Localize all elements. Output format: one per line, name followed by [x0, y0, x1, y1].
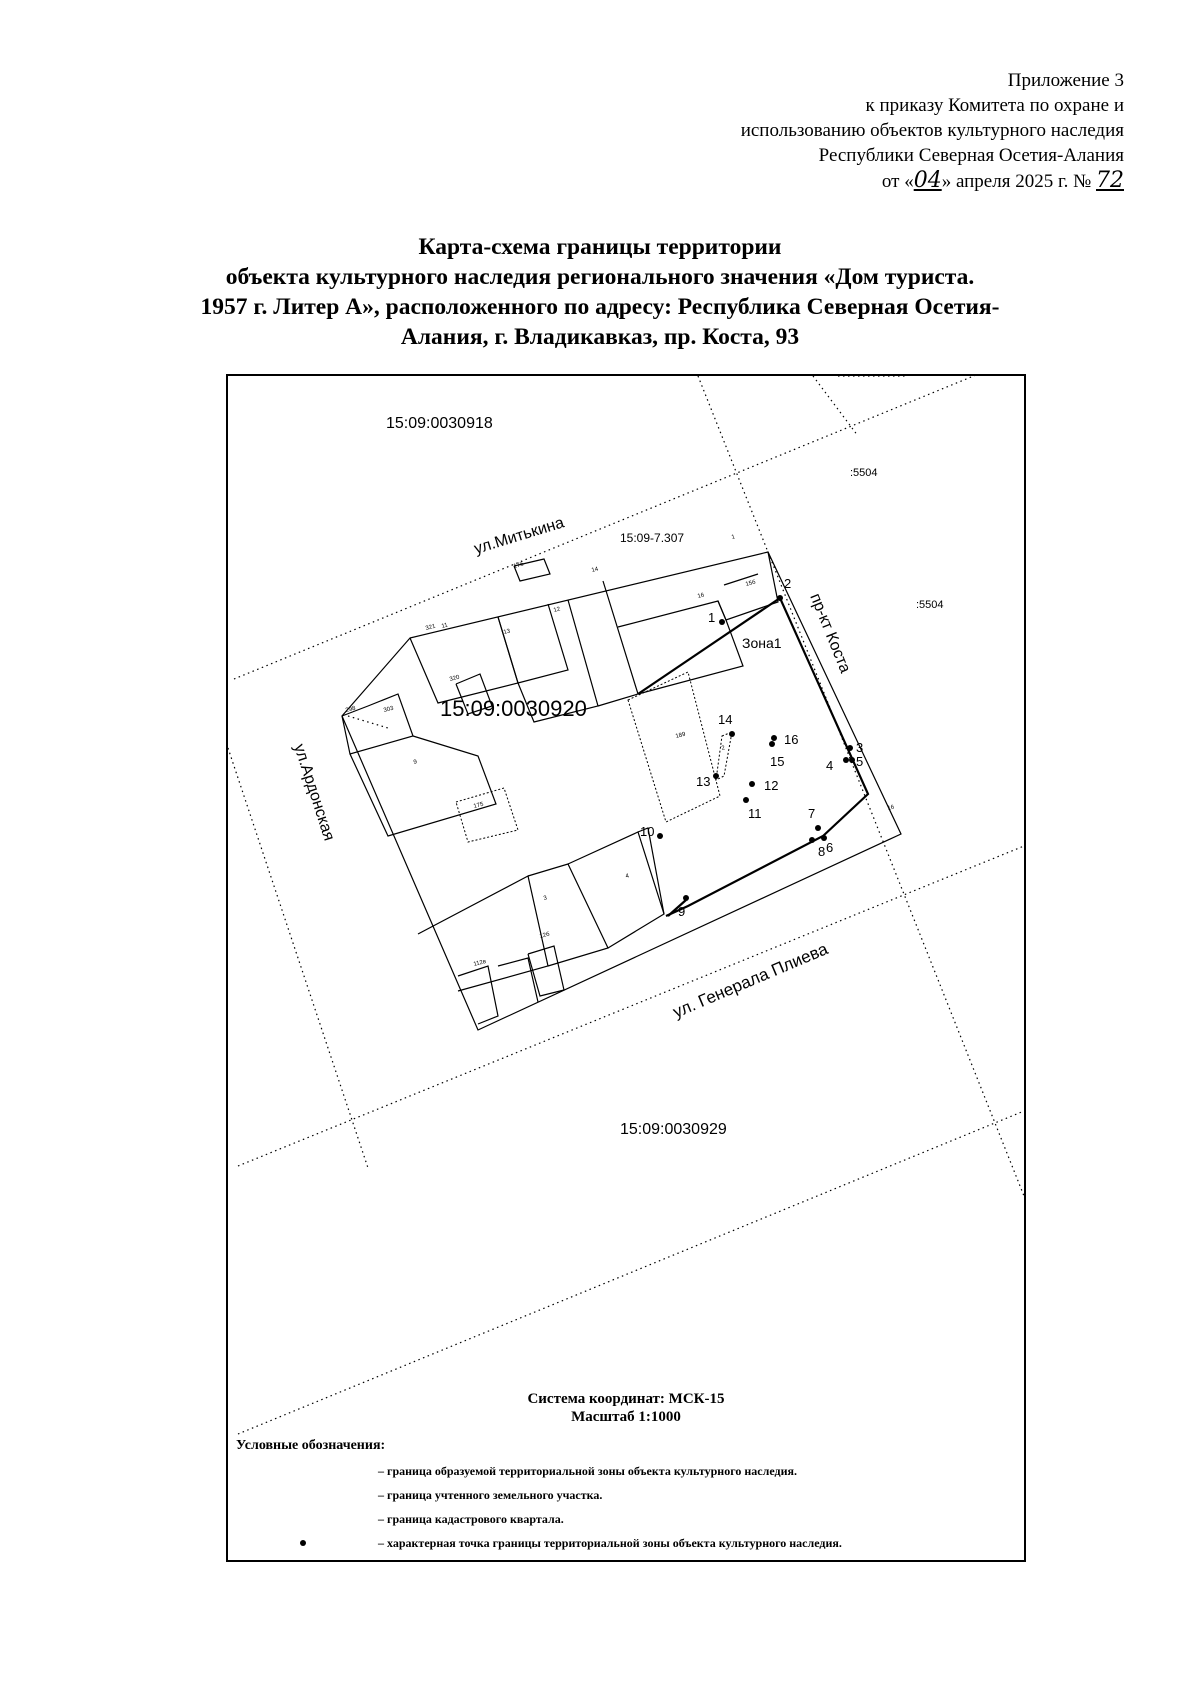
point-marker-4	[843, 757, 849, 763]
map-frame	[226, 374, 1026, 1562]
building-2	[716, 732, 732, 780]
point-label-2: 2	[784, 576, 792, 591]
point-marker-5	[849, 757, 855, 763]
parcel-label-303: 303	[383, 705, 395, 714]
quarter-boundary-west-inner	[348, 716, 388, 728]
map-labels	[290, 415, 943, 1138]
point-label-9: 9	[678, 904, 686, 919]
legend-item-characteristic-point: – характерная точка границы территориальной зоны объекта культурного наследия.	[378, 1536, 842, 1550]
parcel-label-13: 13	[503, 628, 511, 636]
point-label-7: 7	[808, 806, 816, 821]
point-marker-12	[749, 781, 755, 787]
point-label-11: 11	[748, 806, 762, 821]
date-prefix: от «	[881, 171, 914, 192]
street-label-mitkina: ул.Митькина	[472, 514, 567, 558]
parcel-label-15б: 15б	[745, 579, 757, 588]
plot-112v	[458, 966, 498, 1024]
legend-item-quarter-boundary: – граница кадастрового квартала.	[378, 1512, 564, 1526]
point-marker-14	[729, 731, 735, 737]
point-label-15: 15	[770, 754, 785, 769]
header-line-4: Республики Северная Осетия-Алания	[818, 145, 1124, 166]
header-line-3: использованию объектов культурного наследия	[740, 120, 1124, 141]
parcel-label-17б: 17б	[513, 561, 525, 570]
plot-south-2	[498, 958, 538, 1002]
parcel-label-3: 3	[543, 895, 548, 902]
document-header	[741, 68, 1124, 194]
quarter-boundary-west	[228, 748, 368, 1168]
parcel-label-9: 9	[413, 759, 418, 766]
plot-14	[598, 581, 638, 706]
parcel-label-16: 16	[697, 592, 705, 600]
parcel-label-175: 175	[473, 801, 485, 810]
parcel-label-189: 189	[675, 731, 687, 740]
point-marker-16	[771, 735, 777, 741]
parcel-label-112в: 112в	[473, 959, 487, 968]
point-label-13: 13	[696, 774, 711, 789]
parcel-label-16: 16	[887, 804, 895, 812]
quarter-label-main: 15:09:0030920	[440, 696, 587, 721]
legend-heading: Условные обозначения:	[236, 1438, 386, 1453]
date-mid: » апреля 2025 г. №	[941, 171, 1092, 192]
quarter-label-east-1: :5504	[850, 467, 878, 479]
parcel-label-14: 14	[591, 566, 599, 574]
plot-south-1	[418, 876, 548, 991]
point-marker-2	[777, 595, 783, 601]
plot-12b	[528, 946, 564, 996]
legend-point-symbol	[300, 1540, 306, 1546]
building-175	[456, 788, 518, 842]
legend-item-zone-boundary: – граница образуемой территориальной зоны объекта культурного наследия.	[378, 1464, 797, 1478]
quarter-label-north: 15:09:0030918	[386, 415, 493, 432]
point-label-5: 5	[856, 754, 864, 769]
header-date-line	[741, 168, 1124, 194]
parcel-label-11: 11	[441, 622, 449, 630]
point-label-10: 10	[640, 824, 655, 839]
point-marker-10	[657, 833, 663, 839]
header-line-1: Приложение 3	[1007, 70, 1124, 91]
point-marker-3	[847, 745, 853, 751]
point-label-12: 12	[764, 778, 779, 793]
date-day-handwritten: 04	[913, 168, 942, 193]
quarter-boundary-east	[698, 376, 1024, 1196]
street-label-kosta: пр-кт Коста	[806, 591, 854, 676]
header-line-2: к приказу Комитета по охране и	[865, 95, 1124, 116]
legend-item-parcel-boundary: – граница учтенного земельного участка.	[378, 1488, 603, 1502]
street-code-label: 15:09-7.307	[620, 531, 685, 545]
plot-4	[568, 832, 664, 948]
point-marker-1	[719, 619, 725, 625]
quarter-boundary-ne	[813, 376, 858, 436]
map-scale: Масштаб 1:1000	[571, 1409, 681, 1425]
map-legend	[228, 1390, 1024, 1550]
point-marker-13	[713, 773, 719, 779]
quarter-boundary-south	[238, 1111, 1024, 1434]
point-label-8: 8	[818, 844, 826, 859]
quarter-label-south: 15:09:0030929	[620, 1121, 727, 1138]
street-label-plieva: ул. Генерала Плиева	[670, 939, 831, 1022]
quarter-label-east-2: :5504	[916, 599, 944, 611]
street-label-ardonskaya: ул.Ардонская	[290, 741, 338, 843]
point-marker-15	[769, 741, 775, 747]
parcel-label-12: 12	[553, 606, 561, 614]
point-label-14: 14	[718, 712, 733, 727]
quarter-boundary-south-inner	[238, 846, 1024, 1166]
title-line-4: Алания, г. Владикавказ, пр. Коста, 93	[400, 324, 800, 350]
quarter-boundary-north	[234, 376, 998, 679]
title-line-2: объекта культурного наследия регионального значения «Дом туриста.	[225, 264, 975, 290]
point-label-3: 3	[856, 740, 864, 755]
parcel-label-4: 4	[625, 873, 630, 880]
point-marker-7	[815, 825, 821, 831]
cadastral-map	[228, 376, 1024, 1560]
parcel-label-1: 1	[731, 534, 736, 541]
point-label-4: 4	[826, 758, 834, 773]
parcel-label-298: 298	[345, 705, 357, 714]
point-marker-11	[743, 797, 749, 803]
point-marker-9	[683, 895, 689, 901]
point-label-16: 16	[784, 732, 799, 747]
title-line-1: Карта-схема границы территории	[418, 234, 782, 260]
building-189	[628, 672, 720, 822]
point-label-1: 1	[708, 610, 716, 625]
document-title	[100, 232, 1100, 352]
parcel-label-2: 2	[721, 745, 726, 752]
parcel-label-320: 320	[449, 674, 461, 683]
parcel-label-321: 321	[425, 623, 437, 632]
order-number-handwritten: 72	[1096, 168, 1124, 193]
parcel-label-12б: 12б	[539, 931, 551, 940]
point-marker-8	[809, 837, 815, 843]
zone-label: Зона1	[742, 635, 782, 651]
title-line-3: 1957 г. Литер А», расположенного по адресу: Республика Северная Осетия-	[200, 294, 1000, 320]
coordinate-system: Система координат: МСК-15	[527, 1391, 725, 1407]
plot-13	[498, 604, 568, 683]
point-label-6: 6	[826, 840, 834, 855]
